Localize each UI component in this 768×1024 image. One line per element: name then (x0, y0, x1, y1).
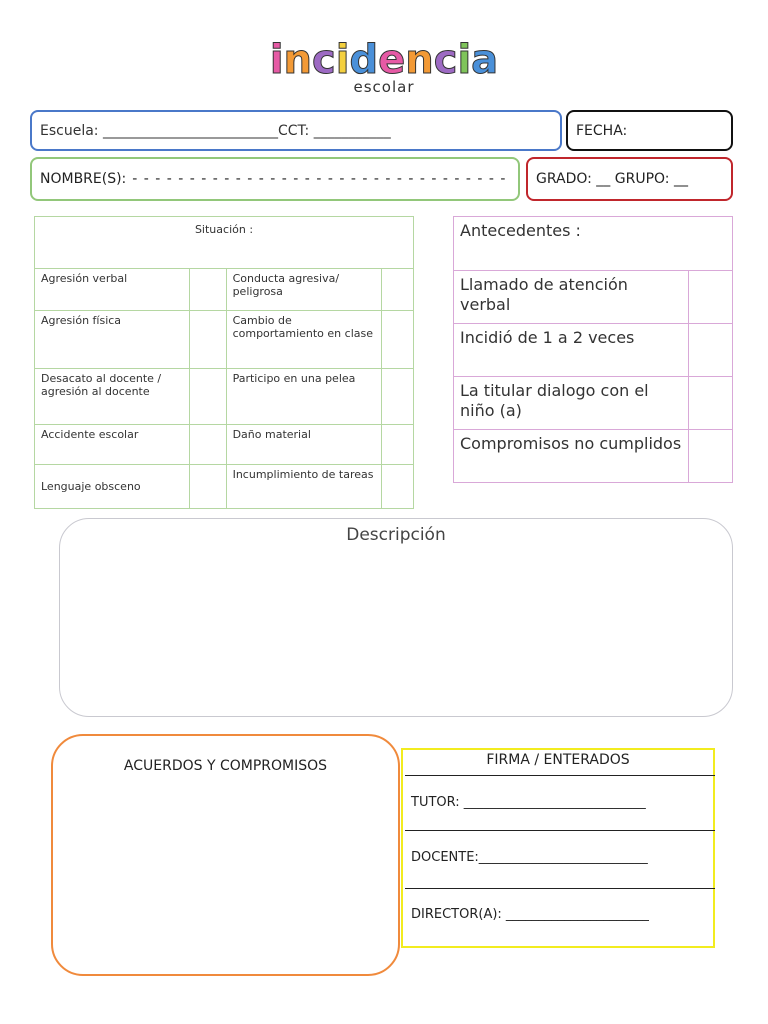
situacion-checkbox[interactable] (381, 311, 413, 369)
situacion-checkbox[interactable] (189, 465, 226, 509)
situacion-item: Agresión física (35, 311, 190, 369)
situacion-item: Cambio de comportamiento en clase (226, 311, 381, 369)
fecha-field[interactable] (566, 110, 733, 151)
situacion-checkbox[interactable] (189, 311, 226, 369)
title-letter: c (312, 37, 336, 83)
title-letter: c (433, 37, 458, 83)
page-subtitle: escolar (353, 78, 415, 96)
fecha-label: FECHA: (576, 122, 628, 139)
situacion-item: Conducta agresiva/ peligrosa (226, 269, 381, 311)
divider (405, 888, 715, 889)
acuerdos-title: ACUERDOS Y COMPROMISOS (123, 758, 328, 774)
director-signature-line[interactable]: DIRECTOR(A): ______________________ (411, 907, 649, 922)
situacion-checkbox[interactable] (381, 425, 413, 465)
antecedentes-table (453, 216, 733, 483)
nombre-field[interactable] (30, 157, 520, 201)
title-letter: n (283, 37, 313, 83)
situacion-item: Incumplimiento de tareas (226, 465, 381, 509)
situacion-checkbox[interactable] (189, 425, 226, 465)
grado-grupo-label: GRADO: __ GRUPO: __ (536, 171, 688, 187)
situacion-item: Agresión verbal (35, 269, 190, 311)
nombre-label: NOMBRE(S): (40, 171, 127, 187)
antecedente-item: Compromisos no cumplidos (454, 430, 689, 483)
page-title (0, 38, 768, 82)
situacion-header: Situación : (35, 217, 414, 269)
antecedente-item: Incidió de 1 a 2 veces (454, 324, 689, 377)
title-letter: a (471, 37, 499, 83)
situacion-table (34, 216, 414, 509)
antecedente-checkbox[interactable] (689, 377, 733, 430)
firma-title: FIRMA / ENTERADOS (486, 752, 630, 768)
grado-grupo-field[interactable] (526, 157, 733, 201)
divider (405, 775, 715, 776)
situacion-checkbox[interactable] (189, 369, 226, 425)
escuela-label: Escuela: _________________________CCT: ___________ (40, 122, 391, 139)
situacion-checkbox[interactable] (189, 269, 226, 311)
antecedente-checkbox[interactable] (689, 271, 733, 324)
situacion-item: Lenguaje obsceno (35, 465, 190, 509)
situacion-checkbox[interactable] (381, 465, 413, 509)
antecedente-checkbox[interactable] (689, 324, 733, 377)
situacion-item: Participo en una pelea (226, 369, 381, 425)
title-letter: i (457, 37, 472, 83)
tutor-signature-line[interactable]: TUTOR: ____________________________ (411, 795, 646, 810)
acuerdos-box[interactable] (51, 734, 400, 976)
title-letter: n (405, 37, 434, 83)
descripcion-title: Descripción (346, 525, 446, 545)
antecedente-checkbox[interactable] (689, 430, 733, 483)
firma-box (401, 748, 715, 948)
situacion-item: Daño material (226, 425, 381, 465)
situacion-checkbox[interactable] (381, 369, 413, 425)
title-letter: i (335, 37, 350, 83)
antecedente-item: La titular dialogo con el niño (a) (454, 377, 689, 430)
situacion-item: Accidente escolar (35, 425, 190, 465)
situacion-checkbox[interactable] (381, 269, 413, 311)
docente-signature-line[interactable]: DOCENTE:__________________________ (411, 850, 648, 865)
title-letter: e (378, 37, 406, 83)
divider (405, 830, 715, 831)
title-block (0, 38, 768, 108)
situacion-item: Desacato al docente / agresión al docente (35, 369, 190, 425)
antecedentes-header: Antecedentes : (454, 217, 733, 271)
title-letter: d (349, 37, 379, 83)
nombre-dashes: - - - - - - - - - - - - - - - - - - - - - - - - - - - - - - - - - (132, 171, 507, 187)
antecedente-item: Llamado de atención verbal (454, 271, 689, 324)
descripcion-box[interactable] (59, 518, 733, 717)
title-letter: i (269, 37, 284, 83)
escuela-field[interactable] (30, 110, 562, 151)
